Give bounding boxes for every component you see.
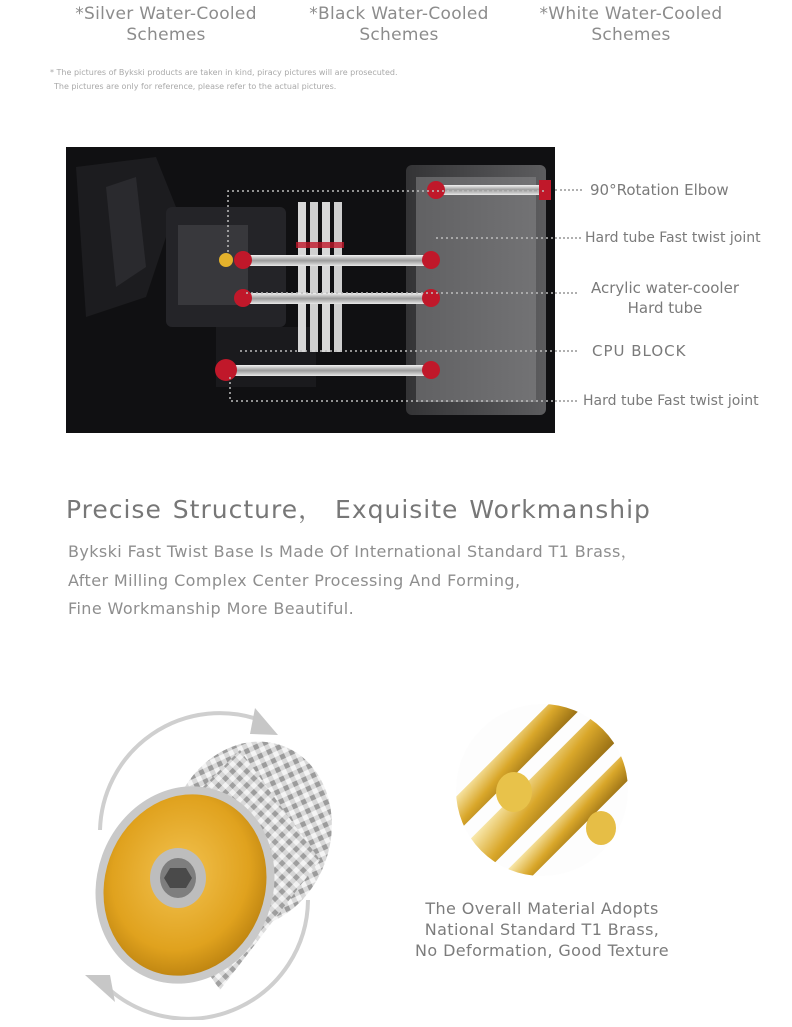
twist-fitting-image xyxy=(70,690,340,1020)
build-illustration xyxy=(66,147,555,433)
scheme-label-line1: *Silver Water-Cooled xyxy=(75,4,257,24)
material-line2: National Standard T1 Brass, xyxy=(424,920,660,939)
section-body-line3: Fine Workmanship More Beautiful. xyxy=(68,599,355,618)
material-line3: No Deformation, Good Texture xyxy=(415,941,669,960)
disclaimer-line2: The pictures are only for reference, please refer to the actual pictures. xyxy=(54,82,337,91)
callout-cpu-block: CPU BLOCK xyxy=(592,342,687,360)
leader-line xyxy=(555,292,577,294)
scheme-label-line2: Schemes xyxy=(591,25,671,45)
scheme-label-black xyxy=(294,4,504,46)
disclaimer xyxy=(50,66,397,94)
material-line1: The Overall Material Adopts xyxy=(425,899,659,918)
leader-line xyxy=(555,350,577,352)
scheme-label-line1: *White Water-Cooled xyxy=(539,4,723,24)
callout-acrylic-hard-tube xyxy=(585,278,745,318)
scheme-label-white xyxy=(526,4,736,46)
callout-rotation-elbow: 90°Rotation Elbow xyxy=(590,181,729,199)
section-body-line2: After Milling Complex Center Processing And Forming, xyxy=(68,570,521,590)
twist-fitting-illustration xyxy=(70,690,340,1020)
scheme-label-silver xyxy=(61,4,271,46)
leader-line xyxy=(555,237,581,239)
scheme-label-line2: Schemes xyxy=(359,25,439,45)
callout-fast-twist-joint-bottom: Hard tube Fast twist joint xyxy=(583,393,759,409)
material-description xyxy=(400,898,684,961)
leader-line xyxy=(555,400,577,402)
leader-line xyxy=(555,189,582,191)
scheme-label-line1: *Black Water-Cooled xyxy=(309,4,489,24)
brass-rods-illustration xyxy=(456,704,628,876)
scheme-label-line2: Schemes xyxy=(126,25,206,45)
section-body-line1: Bykski Fast Twist Base Is Made Of International Standard T1 Brass， xyxy=(68,542,638,561)
callout-acrylic-line1: Acrylic water-cooler xyxy=(591,279,739,297)
disclaimer-line1: * The pictures of Bykski products are taken in kind, piracy pictures will are prosecuted. xyxy=(50,68,398,77)
section-heading: Precise Structure， Exquisite Workmanship xyxy=(66,495,651,524)
callout-acrylic-line2: Hard tube xyxy=(627,299,703,317)
callout-fast-twist-joint-top: Hard tube Fast twist joint xyxy=(585,230,761,246)
brass-rods-image xyxy=(456,704,628,876)
water-cooling-build-photo xyxy=(66,147,555,433)
section-body xyxy=(68,538,637,624)
